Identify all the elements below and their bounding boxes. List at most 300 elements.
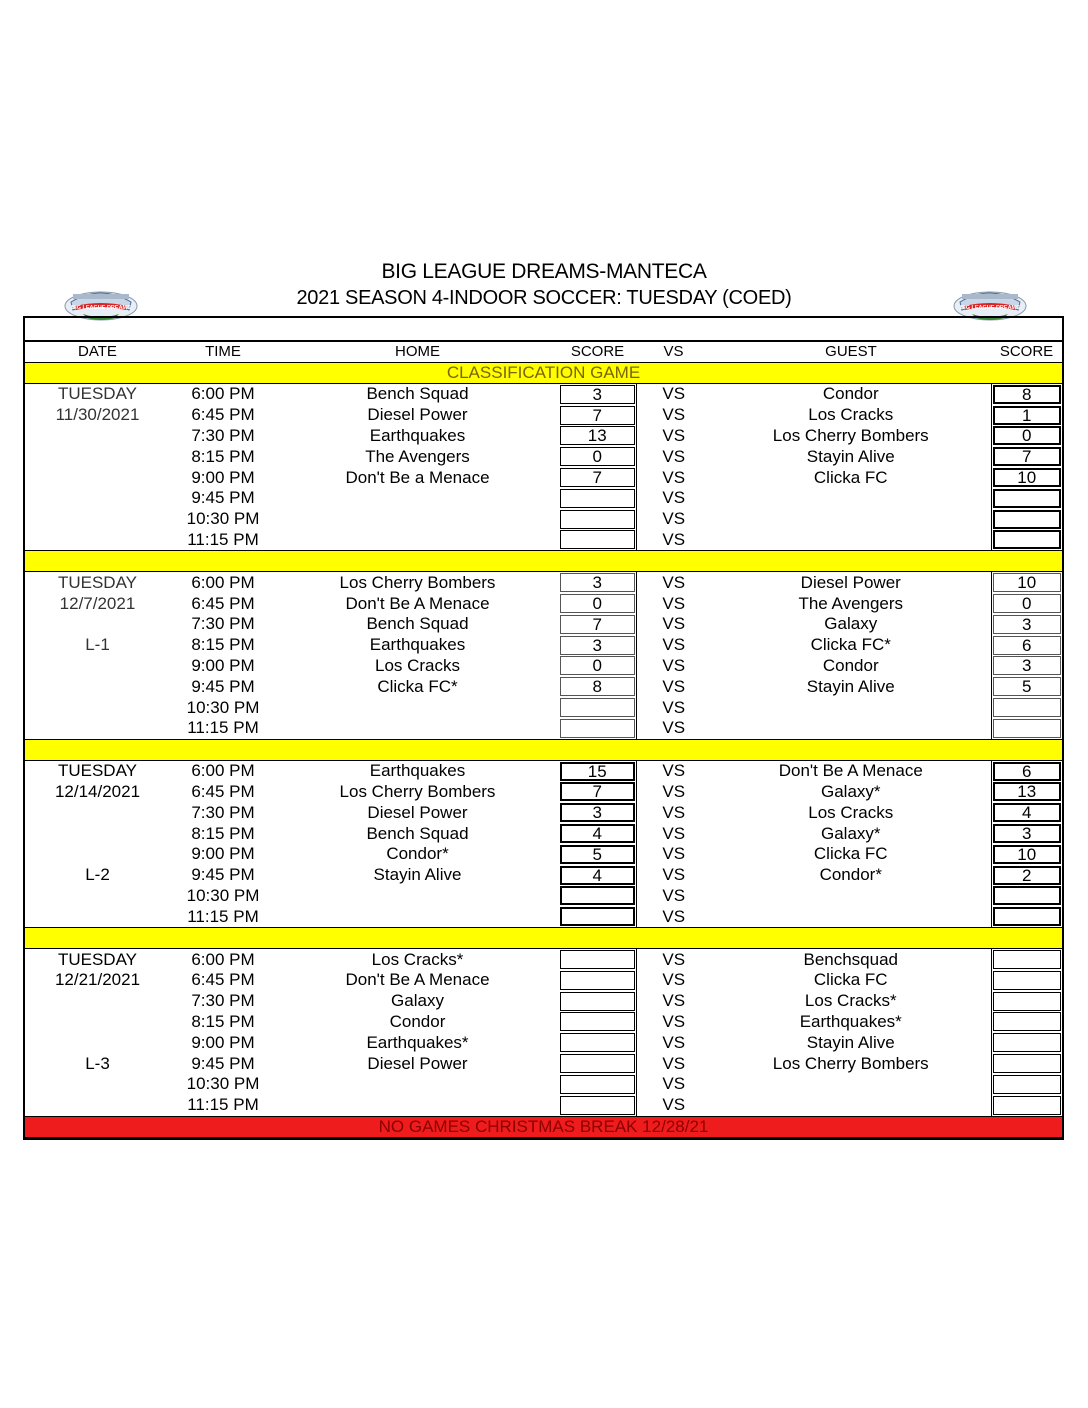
home-score[interactable] [560, 698, 635, 717]
game-row [25, 635, 1062, 656]
home-team [276, 530, 559, 551]
home-team: Condor* [386, 844, 449, 864]
home-score-cell [559, 467, 636, 488]
home-score[interactable] [560, 489, 635, 508]
date-cell [25, 802, 170, 823]
guest-team: Condor* [819, 865, 882, 885]
date-cell [25, 530, 170, 551]
guest-score-cell [991, 426, 1062, 447]
guest-score[interactable]: 8 [993, 385, 1062, 404]
guest-score[interactable] [993, 719, 1062, 738]
game-row [25, 488, 1062, 509]
date-cell: L-2 [85, 865, 110, 885]
vs-label: VS [636, 991, 711, 1012]
home-team [276, 906, 559, 927]
guest-score[interactable] [993, 698, 1062, 717]
header-guest-score: SCORE [991, 342, 1062, 363]
home-team: Los Cherry Bombers [339, 781, 496, 801]
time-cell: 6:45 PM [191, 970, 255, 990]
day-label: TUESDAY [57, 761, 138, 781]
home-team [276, 488, 559, 509]
guest-score-cell [991, 676, 1062, 697]
guest-score[interactable]: 7 [993, 447, 1062, 466]
guest-score[interactable] [993, 1033, 1062, 1052]
home-score-cell [559, 1095, 636, 1116]
home-score-cell [559, 1053, 636, 1074]
vs-label: VS [636, 530, 711, 551]
home-score[interactable] [560, 530, 635, 549]
date-cell [25, 446, 170, 467]
guest-score-cell [991, 844, 1062, 865]
guest-score-cell [991, 782, 1062, 803]
home-team: Don't Be a Menace [345, 467, 490, 487]
guest-score[interactable]: 4 [993, 803, 1062, 822]
game-row [25, 782, 1062, 803]
guest-score-cell [991, 446, 1062, 467]
time-cell: 7:30 PM [191, 802, 255, 822]
guest-score[interactable]: 0 [993, 594, 1062, 613]
date-label: 12/14/2021 [54, 781, 141, 801]
game-row [25, 530, 1062, 551]
game-row [25, 760, 1062, 781]
game-row [25, 906, 1062, 927]
home-team [276, 886, 559, 907]
home-team: Los Cherry Bombers [339, 572, 496, 592]
time-cell: 11:15 PM [187, 718, 259, 738]
home-score[interactable]: 13 [560, 426, 635, 445]
home-score[interactable] [560, 992, 635, 1011]
guest-score[interactable] [993, 1054, 1062, 1073]
date-cell [25, 844, 170, 865]
christmas-break-notice [25, 1116, 1062, 1137]
time-cell: 8:15 PM [191, 823, 255, 843]
guest-score[interactable]: 10 [993, 468, 1062, 487]
time-cell: 7:30 PM [191, 991, 255, 1011]
home-score[interactable] [560, 1033, 635, 1052]
home-score[interactable]: 3 [560, 803, 635, 822]
guest-score[interactable] [993, 1012, 1062, 1031]
time-cell: 6:00 PM [191, 761, 255, 781]
game-row [25, 614, 1062, 635]
home-team: Earthquakes [369, 635, 466, 655]
page-subtitle: 2021 SEASON 4-INDOOR SOCCER: TUESDAY (COED) [296, 287, 792, 309]
vs-label: VS [636, 384, 711, 405]
home-score-cell [559, 802, 636, 823]
game-row [25, 1012, 1062, 1033]
time-cell: 6:45 PM [191, 405, 255, 425]
footer-note: NO GAMES CHRISTMAS BREAK 12/28/21 [25, 1116, 1062, 1137]
guest-score[interactable] [993, 950, 1062, 969]
guest-score-cell [991, 530, 1062, 551]
guest-score-cell [991, 823, 1062, 844]
sheet-top-bar [25, 318, 1062, 342]
guest-score-cell [991, 802, 1062, 823]
day-label: TUESDAY [57, 384, 138, 404]
guest-score[interactable]: 13 [993, 782, 1062, 801]
guest-team [711, 718, 991, 739]
divider-cell [25, 739, 1062, 760]
vs-label: VS [636, 656, 711, 677]
guest-score-cell [991, 1032, 1062, 1053]
home-team [276, 718, 559, 739]
time-cell: 9:45 PM [191, 488, 255, 508]
guest-score-cell [991, 949, 1062, 970]
time-cell: 9:45 PM [191, 1053, 255, 1073]
vs-label: VS [636, 467, 711, 488]
time-cell: 10:30 PM [186, 697, 260, 717]
guest-score-cell [991, 886, 1062, 907]
guest-score-cell [991, 906, 1062, 927]
home-team: Bench Squad [366, 614, 469, 634]
time-cell: 7:30 PM [191, 425, 255, 445]
guest-score[interactable] [993, 971, 1062, 990]
header-home: HOME [276, 342, 559, 363]
date-cell [25, 906, 170, 927]
guest-score[interactable]: 10 [993, 573, 1062, 592]
home-score[interactable] [560, 907, 635, 926]
home-score-cell [559, 782, 636, 803]
guest-team: Condor [822, 655, 879, 675]
home-score-cell [559, 593, 636, 614]
guest-score[interactable]: 5 [993, 677, 1062, 696]
guest-score-cell [991, 593, 1062, 614]
header-vs: VS [636, 342, 711, 363]
home-score[interactable]: 0 [560, 594, 635, 613]
time-cell: 10:30 PM [186, 885, 260, 905]
guest-team: The Avengers [798, 593, 904, 613]
guest-score[interactable] [993, 489, 1062, 508]
home-team: Earthquakes [369, 761, 466, 781]
game-row [25, 844, 1062, 865]
guest-score[interactable]: 1 [993, 406, 1062, 425]
guest-team [711, 530, 991, 551]
date-label: 12/7/2021 [59, 593, 136, 613]
home-score[interactable]: 4 [560, 824, 635, 843]
guest-score-cell [991, 1012, 1062, 1033]
home-score[interactable]: 15 [560, 762, 635, 781]
schedule-table [25, 342, 1062, 1138]
home-score-cell [559, 509, 636, 530]
date-cell [25, 614, 170, 635]
home-team [276, 1074, 559, 1095]
classification-label: CLASSIFICATION GAME [25, 363, 1062, 384]
time-cell: 9:45 PM [191, 676, 255, 696]
date-cell [25, 509, 170, 530]
svg-text:BIG LEAGUE DREAMS: BIG LEAGUE DREAMS [71, 305, 131, 311]
home-team: Stayin Alive [373, 865, 462, 885]
vs-label: VS [636, 593, 711, 614]
home-score[interactable]: 0 [560, 447, 635, 466]
time-cell: 9:00 PM [191, 1032, 255, 1052]
vs-label: VS [636, 676, 711, 697]
home-team: Don't Be A Menace [345, 970, 490, 990]
game-row [25, 467, 1062, 488]
vs-label: VS [636, 865, 711, 886]
guest-score-cell [991, 467, 1062, 488]
vs-label: VS [636, 697, 711, 718]
home-score[interactable]: 4 [560, 866, 635, 885]
time-cell: 8:15 PM [191, 635, 255, 655]
home-team: Earthquakes* [366, 1032, 469, 1052]
guest-team: Los Cherry Bombers [772, 1053, 929, 1073]
guest-score[interactable] [993, 886, 1062, 905]
vs-label: VS [636, 509, 711, 530]
vs-label: VS [636, 614, 711, 635]
guest-score-cell [991, 865, 1062, 886]
guest-score-cell [991, 656, 1062, 677]
home-score-cell [559, 823, 636, 844]
vs-label: VS [636, 906, 711, 927]
guest-team: Los Cracks* [804, 991, 897, 1011]
vs-label: VS [636, 886, 711, 907]
vs-label: VS [636, 1012, 711, 1033]
guest-team: Stayin Alive [806, 446, 895, 466]
vs-label: VS [636, 426, 711, 447]
game-row [25, 802, 1062, 823]
home-score[interactable]: 7 [560, 615, 635, 634]
vs-label: VS [636, 949, 711, 970]
time-cell: 9:00 PM [191, 467, 255, 487]
game-row [25, 426, 1062, 447]
vs-label: VS [636, 718, 711, 739]
home-team: Don't Be A Menace [345, 593, 490, 613]
vs-label: VS [636, 1074, 711, 1095]
date-cell [25, 426, 170, 447]
guest-score-cell [991, 509, 1062, 530]
vs-label: VS [636, 405, 711, 426]
home-team: Condor [389, 1011, 446, 1031]
guest-score-cell [991, 405, 1062, 426]
home-score[interactable] [560, 1096, 635, 1115]
vs-label: VS [636, 782, 711, 803]
home-team: Diesel Power [367, 802, 468, 822]
guest-score-cell [991, 1095, 1062, 1116]
guest-team: Condor [822, 384, 879, 404]
date-label: 12/21/2021 [54, 970, 141, 990]
guest-score[interactable] [993, 1096, 1062, 1115]
vs-label: VS [636, 1032, 711, 1053]
game-row [25, 593, 1062, 614]
time-cell: 11:15 PM [187, 906, 259, 926]
home-score-cell [559, 697, 636, 718]
date-cell [25, 1074, 170, 1095]
home-score-cell [559, 656, 636, 677]
home-score-cell [559, 886, 636, 907]
guest-score[interactable] [993, 530, 1062, 549]
game-row [25, 509, 1062, 530]
svg-text:BIG LEAGUE DREAMS: BIG LEAGUE DREAMS [960, 305, 1020, 311]
home-score[interactable]: 3 [560, 573, 635, 592]
home-score[interactable]: 7 [560, 782, 635, 801]
date-cell [25, 467, 170, 488]
date-cell [25, 676, 170, 697]
guest-score[interactable] [993, 907, 1062, 926]
game-row [25, 656, 1062, 677]
guest-score-cell [991, 384, 1062, 405]
guest-score[interactable]: 0 [993, 426, 1062, 445]
guest-team: Clicka FC [813, 844, 888, 864]
guest-team: Los Cracks [808, 802, 894, 822]
game-row [25, 970, 1062, 991]
home-team: Galaxy [391, 991, 444, 1011]
date-cell [25, 1095, 170, 1116]
guest-team: Clicka FC* [810, 635, 891, 655]
guest-team: Galaxy* [820, 823, 881, 843]
home-team: Los Cracks [374, 655, 461, 675]
time-cell: 10:30 PM [186, 1074, 260, 1094]
guest-score[interactable] [993, 992, 1062, 1011]
time-cell: 8:15 PM [191, 1011, 255, 1031]
time-cell: 8:15 PM [191, 446, 255, 466]
guest-score[interactable]: 3 [993, 615, 1062, 634]
guest-team [711, 1095, 991, 1116]
guest-team: Benchsquad [803, 949, 899, 969]
vs-label: VS [636, 635, 711, 656]
guest-team [711, 906, 991, 927]
game-row [25, 949, 1062, 970]
home-score[interactable] [560, 1075, 635, 1094]
guest-team: Galaxy* [820, 781, 881, 801]
home-score[interactable] [560, 971, 635, 990]
home-team: Los Cracks* [371, 949, 464, 969]
date-cell [25, 1032, 170, 1053]
game-row [25, 405, 1062, 426]
time-cell: 9:45 PM [191, 865, 255, 885]
guest-team [711, 697, 991, 718]
vs-label: VS [636, 970, 711, 991]
home-team: Diesel Power [367, 405, 468, 425]
game-row [25, 1032, 1062, 1053]
home-score-cell [559, 635, 636, 656]
home-team [276, 509, 559, 530]
home-score-cell [559, 614, 636, 635]
vs-label: VS [636, 802, 711, 823]
home-score-cell [559, 949, 636, 970]
home-score[interactable]: 5 [560, 845, 635, 864]
date-cell: L-3 [85, 1053, 110, 1073]
vs-label: VS [636, 844, 711, 865]
guest-score-cell [991, 1074, 1062, 1095]
guest-score-cell [991, 760, 1062, 781]
guest-team: Galaxy [824, 614, 878, 634]
game-row [25, 676, 1062, 697]
date-cell [25, 991, 170, 1012]
vs-label: VS [636, 488, 711, 509]
home-score[interactable] [560, 510, 635, 529]
time-cell: 11:15 PM [187, 529, 259, 549]
date-cell: L-1 [85, 635, 110, 655]
home-score[interactable]: 7 [560, 468, 635, 487]
home-score[interactable] [560, 1054, 635, 1073]
guest-score-cell [991, 614, 1062, 635]
home-score-cell [559, 446, 636, 467]
home-score[interactable] [560, 719, 635, 738]
home-score-cell [559, 865, 636, 886]
game-row [25, 572, 1062, 593]
home-score-cell [559, 906, 636, 927]
divider-cell [25, 928, 1062, 949]
guest-score-cell [991, 1053, 1062, 1074]
home-score-cell [559, 844, 636, 865]
game-row [25, 991, 1062, 1012]
home-score-cell [559, 488, 636, 509]
game-row [25, 886, 1062, 907]
column-header-row [25, 342, 1062, 363]
week-divider-band [25, 928, 1062, 949]
home-score-cell [559, 970, 636, 991]
home-score[interactable]: 3 [560, 385, 635, 404]
home-score-cell [559, 405, 636, 426]
game-row [25, 865, 1062, 886]
guest-team [711, 1074, 991, 1095]
page-title: BIG LEAGUE DREAMS-MANTECA [381, 260, 707, 283]
home-team: Clicka FC* [377, 676, 458, 696]
schedule-sheet [23, 316, 1064, 1140]
guest-team: Los Cracks [808, 405, 894, 425]
time-cell: 6:00 PM [191, 949, 255, 969]
home-score[interactable]: 7 [560, 406, 635, 425]
time-cell: 9:00 PM [191, 844, 255, 864]
guest-team [711, 509, 991, 530]
guest-score[interactable] [993, 1075, 1062, 1094]
time-cell: 6:00 PM [191, 572, 255, 592]
game-row [25, 1095, 1062, 1116]
home-team: Earthquakes [369, 425, 466, 445]
guest-team: Clicka FC [813, 970, 888, 990]
guest-team: Don't Be A Menace [778, 761, 923, 781]
guest-score-cell [991, 718, 1062, 739]
date-cell [25, 823, 170, 844]
time-cell: 10:30 PM [186, 509, 260, 529]
home-score[interactable] [560, 1012, 635, 1031]
vs-label: VS [636, 1053, 711, 1074]
guest-score-cell [991, 991, 1062, 1012]
guest-score[interactable]: 3 [993, 656, 1062, 675]
guest-score[interactable]: 10 [993, 845, 1062, 864]
home-score[interactable]: 8 [560, 677, 635, 696]
home-score[interactable] [560, 950, 635, 969]
home-score[interactable]: 3 [560, 636, 635, 655]
day-label: TUESDAY [57, 949, 138, 969]
header-home-score: SCORE [559, 342, 636, 363]
guest-score[interactable]: 6 [993, 762, 1062, 781]
home-score[interactable]: 0 [560, 656, 635, 675]
guest-score[interactable]: 3 [993, 824, 1062, 843]
game-row [25, 384, 1062, 405]
guest-score[interactable] [993, 510, 1062, 529]
game-row [25, 1053, 1062, 1074]
home-score[interactable] [560, 886, 635, 905]
home-score-cell [559, 384, 636, 405]
vs-label: VS [636, 1095, 711, 1116]
home-score-cell [559, 760, 636, 781]
date-cell [25, 697, 170, 718]
home-score-cell [559, 530, 636, 551]
home-team: Diesel Power [367, 1053, 468, 1073]
guest-team: Earthquakes* [799, 1011, 902, 1031]
home-score-cell [559, 1012, 636, 1033]
guest-score[interactable]: 2 [993, 866, 1062, 885]
home-score-cell [559, 1074, 636, 1095]
time-cell: 9:00 PM [191, 655, 255, 675]
header-date: DATE [25, 342, 170, 363]
date-cell [25, 718, 170, 739]
guest-score[interactable]: 6 [993, 636, 1062, 655]
game-row [25, 697, 1062, 718]
guest-score-cell [991, 635, 1062, 656]
guest-team: Clicka FC [813, 467, 888, 487]
week-divider-band [25, 363, 1062, 384]
